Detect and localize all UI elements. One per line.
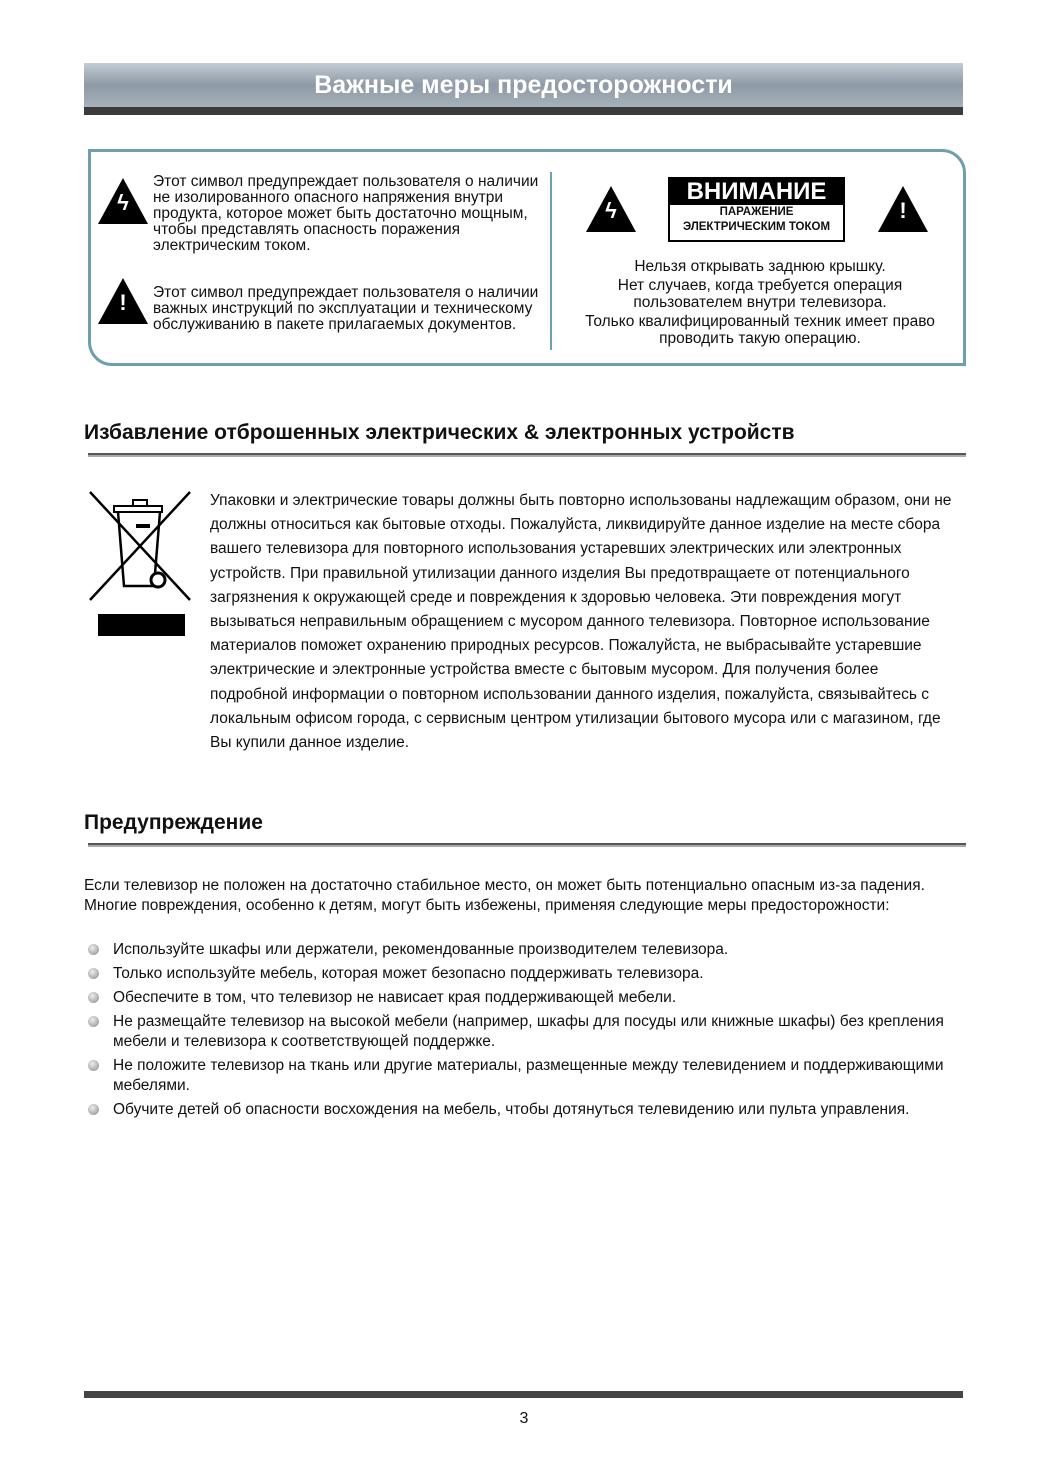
list-item bbox=[86, 1100, 966, 1120]
footer-bar bbox=[84, 1391, 963, 1398]
lightning-warning-icon: ϟ bbox=[586, 186, 636, 232]
section-rule bbox=[88, 453, 966, 457]
caution-label-line: ЭЛЕКТРИЧЕСКИМ ТОКОМ bbox=[682, 221, 831, 233]
lightning-symbol-text: Этот символ предупреждает пользователя о наличии не изолированного опасного напряжения внутри продукта, которое может быть достаточно мощным, чтобы представлять опасность поражения электрическим током. bbox=[153, 173, 539, 254]
caution-label bbox=[668, 177, 845, 242]
bullet-icon bbox=[88, 1060, 99, 1071]
section-rule bbox=[88, 843, 966, 847]
exclamation-warning-icon: ! bbox=[98, 278, 148, 324]
exclamation-symbol-text: Этот символ предупреждает пользователя о наличии важных инструкций по эксплуатации и техническому обслуживанию в пакете прилагаемых документов. bbox=[153, 284, 539, 333]
list-item-text: Обучите детей об опасности восхождения на мебель, чтобы дотянуться телевидению или пульта управления. bbox=[113, 1101, 910, 1118]
list-item bbox=[86, 964, 966, 984]
caution-label-heading: ВНИМАНИЕ bbox=[670, 179, 843, 205]
page-title: Важные меры предосторожности bbox=[84, 63, 963, 107]
bullet-icon bbox=[88, 968, 99, 979]
list-item bbox=[86, 1012, 966, 1052]
warning-list bbox=[86, 940, 966, 1124]
bullet-icon bbox=[88, 1016, 99, 1027]
caution-label-line: ПАРАЖЕНИЕ bbox=[719, 206, 794, 218]
title-underline bbox=[84, 107, 963, 115]
bullet-icon bbox=[88, 944, 99, 955]
list-item bbox=[86, 1056, 966, 1096]
warning-line: Только квалифицированный техник имеет право проводить такую операцию. bbox=[585, 313, 935, 347]
disposal-text: Упаковки и электрические товары должны быть повторно использованы надлежащим образом, они не должны относиться как бытовые отходы. Пожалуйста, ликвидируйте данное изделие на месте сбора вашего телевизора для повторного использования устаревших электрических или электронных устройств. При правильной утилизации данного изделия Вы предотвращаете от потенциального загрязнения к окружающей среде и повреждения к здоровью человека. Эти повреждения могут вызываться неправильным обращением с мусором данного телевизора. Повторное использование материалов поможет охранению природных ресурсов. Пожалуйста, не выбрасывайте устаревшие электрические и электронные устройства вместе с бытовым мусором. Для получения более подробной информации о повторном использовании данного изделия, пожалуйста, связывайтесь с локальным офисом города, с сервисным центром утилизации бытового мусора или с магазином, где Вы купили данное изделие. bbox=[210, 492, 952, 752]
list-item bbox=[86, 940, 966, 960]
divider bbox=[550, 172, 552, 350]
bullet-icon bbox=[88, 992, 99, 1003]
warning-heading: Предупреждение bbox=[84, 811, 263, 834]
disposal-heading: Избавление отброшенных электрических & электронных устройств bbox=[84, 421, 795, 444]
page-number: 3 bbox=[519, 1410, 529, 1427]
list-item-text: Не размещайте телевизор на высокой мебели (например, шкафы для посуды или книжные шкафы) без крепления мебели и телевизора к соответствующей поддержке. bbox=[113, 1013, 944, 1050]
warning-line: Нельзя открывать заднюю крышку. bbox=[634, 258, 886, 275]
bullet-icon bbox=[88, 1104, 99, 1115]
list-item-text: Только используйте мебель, которая может безопасно поддерживать телевизора. bbox=[113, 965, 704, 982]
weee-crossed-bin-icon bbox=[86, 488, 196, 638]
list-item-text: Обеспечите в том, что телевизор не нависает края поддерживающей мебели. bbox=[113, 989, 677, 1006]
warning-line: Нет случаев, когда требуется операция пользователем внутри телевизора. bbox=[617, 277, 903, 311]
list-item bbox=[86, 988, 966, 1008]
exclamation-warning-icon: ! bbox=[878, 186, 928, 232]
list-item-text: Используйте шкафы или держатели, рекомендованные производителем телевизора. bbox=[113, 941, 729, 958]
cover-warning-text bbox=[570, 258, 950, 349]
lightning-warning-icon: ϟ bbox=[98, 178, 148, 224]
warning-intro: Если телевизор не положен на достаточно стабильное место, он может быть потенциально опасным из-за падения. Многие повреждения, особенно к детям, могут быть избежены, применяя следующие меры предосторожности: bbox=[84, 877, 925, 914]
list-item-text: Не положите телевизор на ткань или другие материалы, размещенные между телевидением и поддерживающими мебелями. bbox=[113, 1057, 944, 1094]
